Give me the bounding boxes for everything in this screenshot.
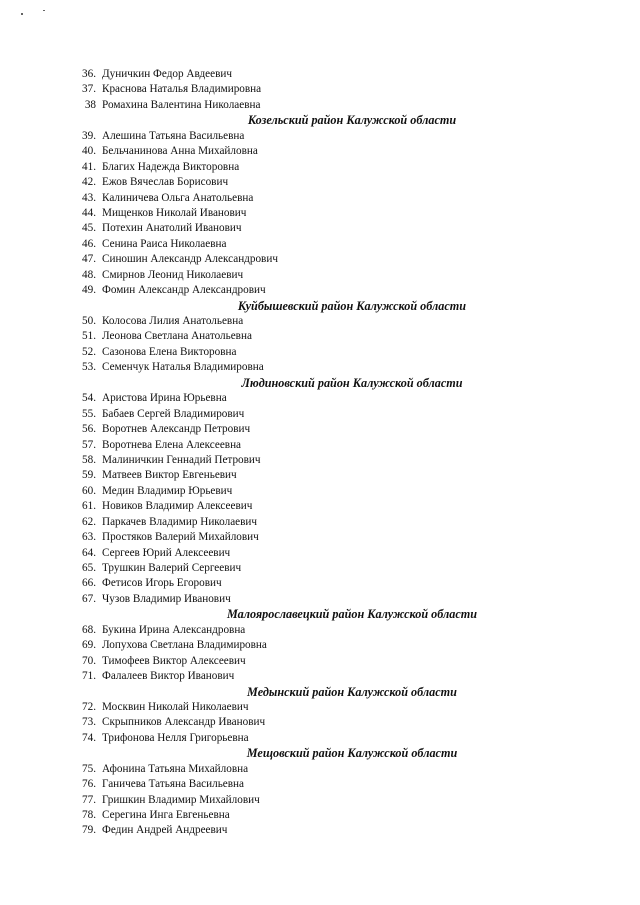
list-item-number: 43. — [82, 191, 96, 204]
list-item — [72, 422, 572, 437]
list-item-name: Афонина Татьяна Михайловна — [102, 762, 249, 775]
list-item-number: 79. — [82, 824, 96, 837]
list-item-name: Бабаев Сергей Владимирович — [102, 407, 245, 420]
list-item-number: 41. — [82, 160, 96, 173]
list-item-number: 45. — [82, 222, 96, 235]
list-item — [72, 715, 572, 730]
list-item — [72, 438, 572, 453]
list-item — [72, 221, 572, 236]
list-item — [72, 484, 572, 499]
list-item-name: Фетисов Игорь Егорович — [102, 577, 222, 590]
list-item-name: Бельчанинова Анна Михайловна — [102, 145, 258, 158]
list-item — [72, 530, 572, 545]
list-item-number: 57. — [82, 438, 96, 451]
list-item — [72, 793, 572, 808]
list-item — [72, 283, 572, 298]
list-item — [72, 391, 572, 406]
list-item-number: 75. — [82, 762, 96, 775]
list-item — [72, 561, 572, 576]
list-item — [72, 206, 572, 221]
list-item-name: Простяков Валерий Михайлович — [102, 531, 259, 544]
list-item-number: 37. — [82, 83, 96, 96]
district-heading: Малоярославецкий район Калужской области — [226, 607, 478, 622]
list-item-name: Аристова Ирина Юрьевна — [102, 392, 227, 405]
list-item — [72, 669, 572, 684]
list-item-name: Федин Андрей Андреевич — [102, 824, 228, 837]
list-item-name: Москвин Николай Николаевич — [102, 700, 249, 713]
district-heading: Куйбышевский район Калужской области — [237, 298, 467, 313]
list-item-number: 77. — [82, 793, 96, 806]
list-item — [72, 144, 572, 159]
list-item — [72, 98, 572, 113]
list-item-name: Трифонова Нелля Григорьевна — [102, 731, 249, 744]
list-item-number: 61. — [82, 500, 96, 513]
list-item — [72, 777, 572, 792]
list-item-name: Синошин Александр Александрович — [102, 253, 278, 266]
list-item — [72, 468, 572, 483]
list-item — [72, 731, 572, 746]
list-item-name: Семенчук Наталья Владимировна — [102, 361, 264, 374]
list-item-name: Гришкин Владимир Михайлович — [102, 793, 260, 806]
list-item-name: Матвеев Виктор Евгеньевич — [102, 469, 237, 482]
list-item — [72, 329, 572, 344]
list-item-number: 64. — [82, 546, 96, 559]
district-heading: Мещовский район Калужской области — [246, 746, 458, 761]
list-item-name: Паркачев Владимир Николаевич — [102, 515, 258, 528]
list-item — [72, 67, 572, 82]
list-item-number: 52. — [82, 345, 96, 358]
list-item-number: 62. — [82, 515, 96, 528]
list-item-name: Скрыпников Александр Иванович — [102, 716, 266, 729]
list-item-name: Ганичева Татьяна Васильевна — [102, 778, 245, 791]
list-item-name: Медин Владимир Юрьевич — [102, 484, 233, 497]
list-item-number: 55. — [82, 407, 96, 420]
list-item — [72, 515, 572, 530]
list-item — [72, 638, 572, 653]
list-item-number: 68. — [82, 623, 96, 636]
list-item-name: Алешина Татьяна Васильевна — [102, 129, 245, 142]
list-item — [72, 453, 572, 468]
list-item-number: 38 — [84, 98, 96, 111]
list-item-name: Смирнов Леонид Николаевич — [102, 268, 244, 281]
list-item-name: Новиков Владимир Алексеевич — [102, 500, 253, 513]
list-item — [72, 82, 572, 97]
list-item-name: Ромахина Валентина Николаевна — [102, 98, 261, 111]
name-list — [72, 67, 572, 839]
scan-speck — [21, 13, 23, 15]
list-item-name: Лопухова Светлана Владимировна — [102, 639, 267, 652]
list-item-name: Калиничева Ольга Анатольевна — [102, 191, 254, 204]
list-item-name: Сазонова Елена Викторовна — [102, 345, 237, 358]
list-item-number: 67. — [82, 592, 96, 605]
list-item-name: Воротнев Александр Петрович — [102, 423, 251, 436]
list-item-number: 58. — [82, 453, 96, 466]
list-item-name: Фомин Александр Александрович — [102, 284, 266, 297]
district-heading: Медынский район Калужской области — [247, 684, 457, 699]
list-item-name: Ежов Вячеслав Борисович — [102, 176, 229, 189]
list-item-number: 44. — [82, 206, 96, 219]
list-item-name: Мищенков Николай Иванович — [102, 206, 247, 219]
list-item-name: Чузов Владимир Иванович — [102, 592, 231, 605]
list-item-name: Сергеев Юрий Алексеевич — [102, 546, 231, 559]
list-item — [72, 823, 572, 838]
list-item-name: Фалалеев Виктор Иванович — [102, 670, 235, 683]
list-item-number: 56. — [82, 423, 96, 436]
list-item-number: 69. — [82, 639, 96, 652]
list-item-name: Серегина Инга Евгеньевна — [102, 809, 230, 821]
list-item-name: Тимофеев Виктор Алексеевич — [102, 654, 246, 667]
list-item — [72, 762, 572, 777]
list-item — [72, 808, 572, 823]
list-item-name: Трушкин Валерий Сергеевич — [102, 562, 242, 574]
list-item-number: 59. — [82, 469, 96, 482]
list-item-number: 66. — [82, 577, 96, 590]
list-item-name: Малиничкин Геннадий Петрович — [102, 453, 261, 466]
list-item-number: 51. — [82, 330, 96, 343]
list-item — [72, 360, 572, 375]
list-item — [72, 499, 572, 514]
list-item — [72, 314, 572, 329]
list-item — [72, 345, 572, 360]
list-item-number: 46. — [82, 237, 96, 250]
list-item — [72, 546, 572, 561]
district-heading: Козельский район Калужской области — [247, 113, 457, 128]
list-item — [72, 592, 572, 607]
list-item-number: 48. — [82, 268, 96, 281]
list-item-number: 47. — [82, 253, 96, 266]
list-item-number: 39. — [82, 129, 96, 142]
list-item-number: 36. — [82, 68, 96, 80]
list-item-name: Дуничкин Федор Авдеевич — [102, 68, 232, 80]
list-item-number: 40. — [82, 145, 96, 158]
list-item-name: Потехин Анатолий Иванович — [102, 222, 242, 235]
list-item — [72, 700, 572, 715]
list-item-number: 71. — [82, 670, 96, 683]
district-heading: Людиновский район Калужской области — [241, 375, 463, 390]
list-item-name: Воротнева Елена Алексеевна — [102, 438, 242, 451]
list-item-number: 73. — [82, 716, 96, 729]
list-item — [72, 129, 572, 144]
list-item-name: Краснова Наталья Владимировна — [102, 83, 262, 96]
list-item — [72, 407, 572, 422]
list-item-number: 54. — [82, 392, 96, 405]
list-item-name: Колосова Лилия Анатольевна — [102, 315, 244, 327]
list-item-name: Букина Ирина Александровна — [102, 623, 246, 636]
list-item — [72, 191, 572, 206]
list-item-name: Леонова Светлана Анатольевна — [102, 330, 252, 343]
list-item-number: 42. — [82, 176, 96, 189]
list-item — [72, 623, 572, 638]
list-item-number: 70. — [82, 654, 96, 667]
list-item — [72, 175, 572, 190]
list-item-number: 49. — [82, 284, 96, 297]
list-item-number: 63. — [82, 531, 96, 544]
list-item — [72, 237, 572, 252]
list-item-number: 74. — [82, 731, 96, 744]
list-item-number: 78. — [82, 809, 96, 821]
list-item — [72, 268, 572, 283]
list-item — [72, 252, 572, 267]
list-item-name: Сенина Раиса Николаевна — [102, 237, 227, 250]
list-item — [72, 160, 572, 175]
list-item-number: 76. — [82, 778, 96, 791]
list-item — [72, 576, 572, 591]
list-item-number: 72. — [82, 700, 96, 713]
list-item-number: 50. — [82, 315, 96, 327]
list-item-name: Благих Надежда Викторовна — [102, 160, 240, 173]
scan-speck — [43, 10, 45, 11]
list-item — [72, 654, 572, 669]
list-item-number: 65. — [82, 562, 96, 574]
list-item-number: 53. — [82, 361, 96, 374]
list-item-number: 60. — [82, 484, 96, 497]
